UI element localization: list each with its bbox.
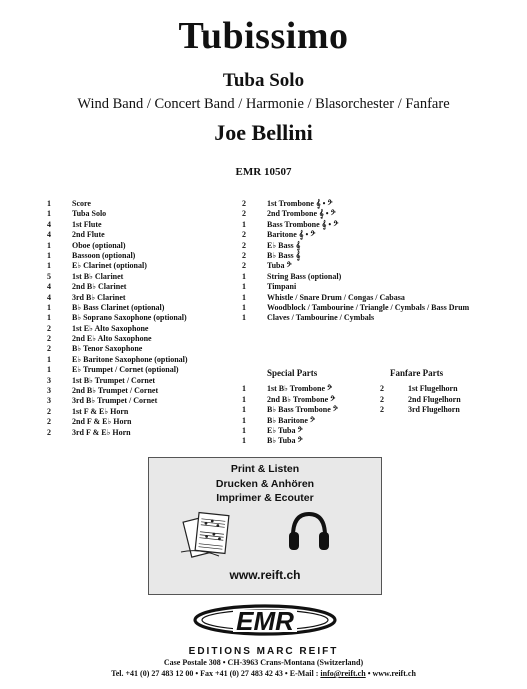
part-row [242,426,338,436]
part-name: 1st Flute [72,219,102,229]
part-row [242,272,469,282]
part-quantity: 4 [47,219,51,229]
website-url[interactable]: www.reift.ch [229,568,301,582]
part-quantity: 2 [47,427,51,437]
fanfare-parts-title: Fanfare Parts [390,368,444,378]
part-name: 1st B♭ Trombone 𝄢 [267,384,333,394]
part-quantity: 1 [47,313,51,323]
part-name: 2nd E♭ Alto Saxophone [72,334,152,344]
special-parts-title: Special Parts [267,368,318,378]
part-row [47,303,188,313]
part-row [242,282,469,292]
part-name: B♭ Bass Trombone 𝄢 [267,405,338,415]
part-name: 1st F & E♭ Horn [72,406,129,416]
part-row [242,303,469,313]
part-name: Tuba 𝄢 [267,261,292,271]
part-row [242,220,469,230]
part-row [242,405,338,415]
part-row [242,436,338,446]
composer-name: Joe Bellini [214,120,313,145]
part-row [380,384,461,394]
part-name: Claves / Tambourine / Cymbals [267,313,375,323]
part-row [242,293,469,303]
part-row [47,199,188,209]
part-quantity: 2 [242,261,246,271]
part-quantity: 4 [47,230,51,240]
part-quantity: 2 [47,344,51,354]
logo-text: EMR [236,606,294,636]
part-quantity: 1 [242,415,246,425]
part-row [47,209,188,219]
part-quantity: 3 [47,386,51,396]
contact-email-link[interactable]: info@reift.ch [320,669,366,678]
part-quantity: 2 [380,394,384,404]
part-quantity: 2 [242,199,246,208]
part-name: B♭ Baritone 𝄢 [267,415,316,425]
part-name: Whistle / Snare Drum / Congas / Cabasa [267,292,405,302]
part-row [242,251,469,261]
part-row [47,251,188,261]
part-quantity: 2 [380,405,384,415]
part-name: Oboe (optional) [72,240,126,250]
part-row [47,313,188,323]
part-quantity: 1 [47,250,51,260]
part-name: E♭ Baritone Saxophone (optional) [72,354,188,364]
part-name: Tuba Solo [72,209,107,219]
part-row [47,428,188,438]
part-name: 1st B♭ Clarinet [72,271,124,281]
contact-website: • www.reift.ch [365,669,416,678]
promo-line-print-listen: Print & Listen [230,463,300,475]
part-quantity: 1 [47,240,51,250]
part-row [380,405,461,415]
part-row [242,241,469,251]
part-quantity: 1 [47,302,51,312]
part-row [47,376,188,386]
part-quantity: 1 [47,365,51,375]
part-quantity: 2 [242,240,246,250]
part-quantity: 1 [47,199,51,208]
part-name: Woodblock / Tambourine / Triangle / Cymbals / Bass Drum [267,302,470,312]
part-name: 2nd Flute [72,230,105,240]
publisher-address: Case Postale 308 • CH-3963 Crans-Montana (Switzerland) [163,658,364,667]
part-quantity: 4 [47,282,51,292]
part-quantity: 2 [47,417,51,427]
part-name: 2nd B♭ Trombone 𝄢 [267,394,336,404]
part-name: 2nd B♭ Trumpet / Cornet [72,386,159,396]
part-row [242,230,469,240]
part-row [242,209,469,219]
part-quantity: 4 [47,292,51,302]
catalog-number: EMR 10507 [235,166,292,178]
part-quantity: 1 [242,394,246,404]
part-quantity: 1 [242,271,246,281]
part-quantity: 2 [242,230,246,240]
part-row [47,365,188,375]
part-row [47,261,188,271]
part-name: E♭ Clarinet (optional) [72,261,147,271]
part-quantity: 3 [47,375,51,385]
part-name: E♭ Tuba 𝄢 [267,425,303,435]
publisher-contact [0,669,527,678]
part-row [47,355,188,365]
part-name: 3rd B♭ Clarinet [72,292,126,302]
part-quantity: 2 [242,209,246,219]
part-name: B♭ Bass Clarinet (optional) [72,302,165,312]
part-row [242,395,338,405]
part-name: B♭ Soprano Saxophone (optional) [72,313,187,323]
part-row [242,199,469,209]
promo-line-drucken: Drucken & Anhören [215,477,315,490]
band-types: Wind Band / Concert Band / Harmonie / Blasorchester / Fanfare [77,96,450,112]
part-row [47,324,188,334]
publisher-name: EDITIONS MARC REIFT [188,646,339,657]
part-quantity: 2 [380,384,384,394]
part-quantity: 1 [242,282,246,292]
special-parts [242,368,338,447]
part-name: 2nd F & E♭ Horn [72,417,132,427]
part-name: B♭ Bass 𝄞 [267,250,301,260]
print-listen-box [148,457,382,595]
part-name: 3rd F & E♭ Horn [72,427,131,437]
part-quantity: 1 [242,313,246,323]
sheet-music-icon [179,508,241,560]
part-name: Baritone 𝄞 • 𝄢 [267,230,316,240]
part-quantity: 1 [242,384,246,394]
part-row [47,293,188,303]
part-row [242,416,338,426]
part-name: String Bass (optional) [267,271,342,281]
emr-logo [175,598,355,648]
part-name: Bassoon (optional) [72,250,136,260]
part-quantity: 2 [47,323,51,333]
part-row [47,386,188,396]
promo-line-imprimer: Imprimer & Ecouter [216,492,314,504]
part-quantity: 5 [47,271,51,281]
part-quantity: 1 [242,292,246,302]
part-name: Timpani [267,282,297,292]
part-quantity: 1 [242,436,246,446]
part-quantity: 1 [242,405,246,415]
part-row [47,272,188,282]
part-name: 1st E♭ Alto Saxophone [72,323,149,333]
part-name: 2nd B♭ Clarinet [72,282,127,292]
part-row [47,334,188,344]
part-name: B♭ Tuba 𝄢 [267,436,303,446]
part-quantity: 2 [242,250,246,260]
contact-phone-fax: Tel. +41 (0) 27 483 12 00 • Fax +41 (0) 27 483 42 43 • E-Mail : [111,669,321,678]
part-row [47,407,188,417]
parts-list-right [242,199,469,324]
part-row [380,395,461,405]
part-row [242,313,469,323]
part-row [47,220,188,230]
part-quantity: 1 [47,209,51,219]
part-quantity: 1 [242,425,246,435]
headphones-icon [287,508,331,554]
part-row [47,241,188,251]
part-name: 2nd Flugelhorn [408,394,461,404]
part-quantity: 1 [242,302,246,312]
part-name: E♭ Bass 𝄞 [267,240,301,250]
part-name: 3rd B♭ Trumpet / Cornet [72,396,158,406]
part-name: E♭ Trumpet / Cornet (optional) [72,365,179,375]
part-row [47,282,188,292]
part-name: 1st Trombone 𝄞 • 𝄢 [267,199,333,208]
part-name: Bass Trombone 𝄞 • 𝄢 [267,219,339,229]
part-quantity: 1 [242,219,246,229]
score-title: Tubissimo [178,15,349,57]
part-row [47,396,188,406]
part-name: 1st Flugelhorn [408,384,458,394]
part-quantity: 3 [47,396,51,406]
part-name: 2nd Trombone 𝄞 • 𝄢 [267,209,336,219]
part-name: 1st B♭ Trumpet / Cornet [72,375,156,385]
part-name: B♭ Tenor Saxophone [72,344,143,354]
part-row [242,261,469,271]
part-row [47,344,188,354]
part-quantity: 1 [47,354,51,364]
part-name: 3rd Flugelhorn [408,405,460,415]
part-quantity: 2 [47,406,51,416]
fanfare-parts [380,368,461,416]
part-quantity: 2 [47,334,51,344]
score-subtitle: Tuba Solo [222,70,305,91]
part-name: Score [72,199,91,208]
parts-list-left [47,199,188,438]
part-quantity: 1 [47,261,51,271]
part-row [47,417,188,427]
part-row [242,384,338,394]
part-row [47,230,188,240]
